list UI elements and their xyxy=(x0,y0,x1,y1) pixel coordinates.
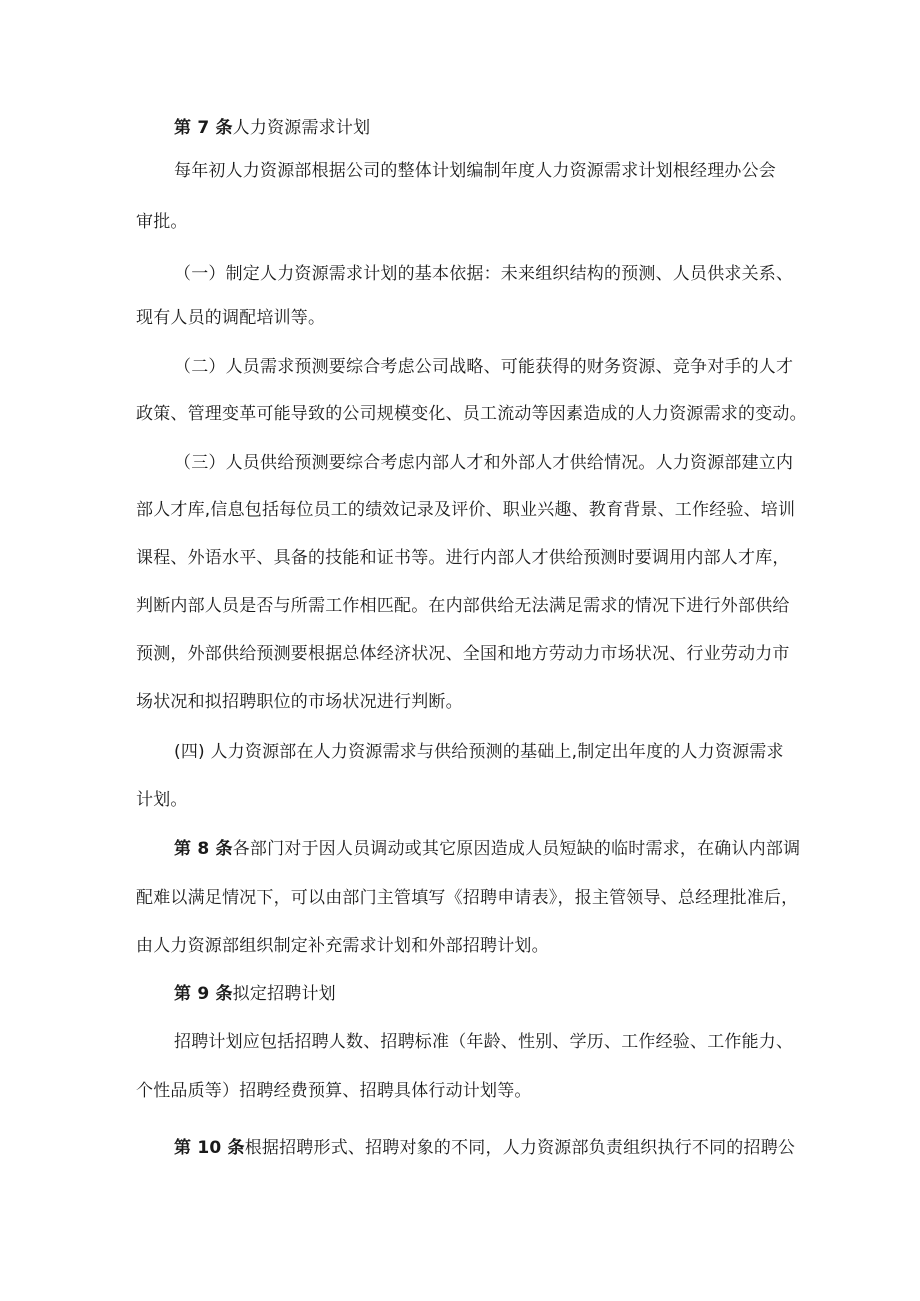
article-7-label: 第 7 条 xyxy=(174,118,233,138)
article-7-item-3-line: 部人才库,信息包括每位员工的绩效记录及评价、职业兴趣、教育背景、工作经验、培训 xyxy=(136,500,796,520)
article-8-line: 配难以满足情况下，可以由部门主管填写《招聘申请表》，报主管领导、总经理批准后， xyxy=(136,888,799,908)
article-9-label: 第 9 条 xyxy=(174,984,233,1004)
article-7-title: 人力资源需求计划 xyxy=(232,118,371,138)
article-8-label: 第 8 条 xyxy=(174,839,233,859)
article-7-item-2-line: （二）人员需求预测要综合考虑公司战略、可能获得的财务资源、竞争对手的人才 xyxy=(174,357,794,377)
article-9-heading xyxy=(174,983,336,1005)
article-7-item-4-line: (四) 人力资源部在人力资源需求与供给预测的基础上,制定出年度的人力资源需求 xyxy=(174,742,784,762)
article-7-heading xyxy=(174,117,370,139)
article-10-line xyxy=(174,1137,795,1159)
article-7-item-2-line: 政策、管理变革可能导致的公司规模变化、员工流动等因素造成的人力资源需求的变动。 xyxy=(136,404,807,424)
article-9-line: 个性品质等）招聘经费预算、招聘具体行动计划等。 xyxy=(136,1081,532,1101)
article-9-title: 拟定招聘计划 xyxy=(232,984,336,1004)
article-8-line xyxy=(174,838,800,860)
article-10-label: 第 10 条 xyxy=(174,1138,245,1158)
article-7-item-1-line: （一）制定人力资源需求计划的基本依据：未来组织结构的预测、人员供求关系、 xyxy=(174,264,794,284)
article-7-item-3-line: 判断内部人员是否与所需工作相匹配。在内部供给无法满足需求的情况下进行外部供给 xyxy=(136,596,790,616)
article-7-item-3-line: （三）人员供给预测要综合考虑内部人才和外部人才供给情况。人力资源部建立内 xyxy=(174,453,794,473)
article-7-item-3-line: 预测，外部供给预测要根据总体经济状况、全国和地方劳动力市场状况、行业劳动力市 xyxy=(136,644,790,664)
article-7-paragraph-line: 每年初人力资源部根据公司的整体计划编制年度人力资源需求计划根经理办公会 xyxy=(174,161,776,181)
article-7-item-3-line: 课程、外语水平、具备的技能和证书等。进行内部人才供给预测时要调用内部人才库， xyxy=(136,548,790,568)
article-8-line: 由人力资源部组织制定补充需求计划和外部招聘计划。 xyxy=(136,936,549,956)
article-8-text: 各部门对于因人员调动或其它原因造成人员短缺的临时需求，在确认内部调 xyxy=(232,839,801,859)
article-7-item-4-line: 计划。 xyxy=(136,790,188,810)
article-7-item-1-line: 现有人员的调配培训等。 xyxy=(136,308,326,328)
article-10-text: 根据招聘形式、招聘对象的不同，人力资源部负责组织执行不同的招聘公 xyxy=(244,1138,796,1158)
article-9-line: 招聘计划应包括招聘人数、招聘标准（年龄、性别、学历、工作经验、工作能力、 xyxy=(174,1032,794,1052)
article-7-paragraph-line: 审批。 xyxy=(136,212,188,232)
article-7-item-3-line: 场状况和拟招聘职位的市场状况进行判断。 xyxy=(136,692,463,712)
